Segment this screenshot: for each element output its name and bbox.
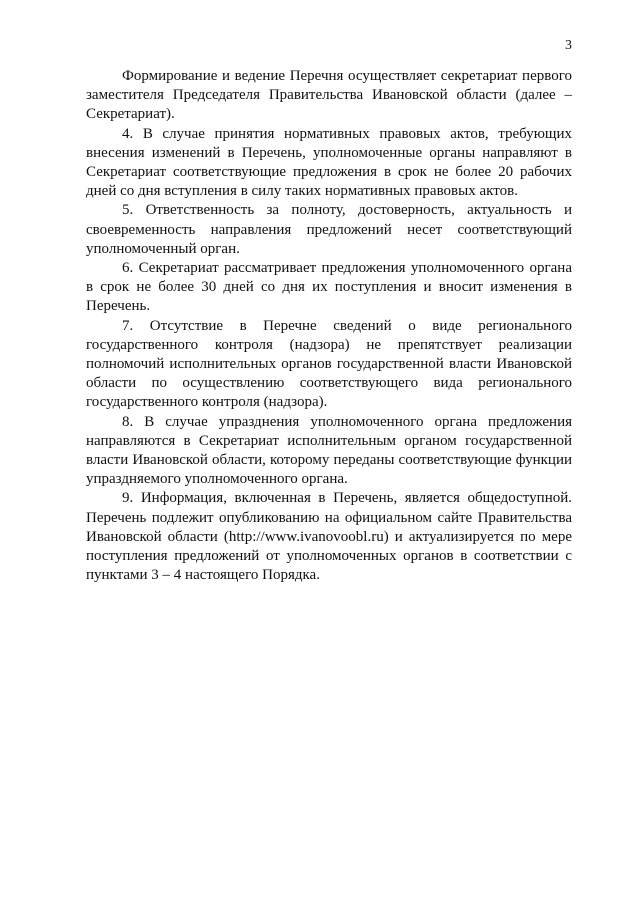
paragraph-item-4: 4. В случае принятия нормативных правовых актов, требующих внесения изменений в Перечень, уполномоченные органы направляют в Секретариат соответствующие предложения в срок не более 20 рабочих дней со дня вступления в силу таких нормативных правовых актов.	[86, 125, 572, 200]
paragraph-secretariat: Формирование и ведение Перечня осуществляет секретариат первого заместителя Председателя Правительства Ивановской области (далее – Секретариат).	[86, 68, 572, 123]
paragraph-item-9: 9. Информация, включенная в Перечень, является общедоступной. Перечень подлежит опубликованию на официальном сайте Правительства Ивановской области (http://www.ivanovoobl.ru) и актуализируется по мере поступления предложений от уполномоченных органов в соответствии с пунктами 3 – 4 настоящего Порядка.	[86, 490, 572, 584]
paragraph-item-8: 8. В случае упразднения уполномоченного органа предложения направляются в Секретариат исполнительным органом государственной власти Ивановской области, которому переданы соответствующие функции упраздняемого уполномоченного органа.	[86, 413, 572, 488]
document-body	[86, 67, 572, 585]
paragraph-item-6: 6. Секретариат рассматривает предложения уполномоченного органа в срок не более 30 дней со дня их поступления и вносит изменения в Перечень.	[86, 260, 572, 315]
page-number: 3	[565, 38, 572, 53]
paragraph-item-7: 7. Отсутствие в Перечне сведений о виде регионального государственного контроля (надзора) не препятствует реализации полномочий исполнительных органов государственной власти Ивановской области по осуществлению соответствующего вида регионального государственного контроля (надзора).	[86, 317, 572, 411]
paragraph-item-5: 5. Ответственность за полноту, достоверность, актуальность и своевременность направления предложений несет соответствующий уполномоченный орган.	[86, 202, 572, 257]
